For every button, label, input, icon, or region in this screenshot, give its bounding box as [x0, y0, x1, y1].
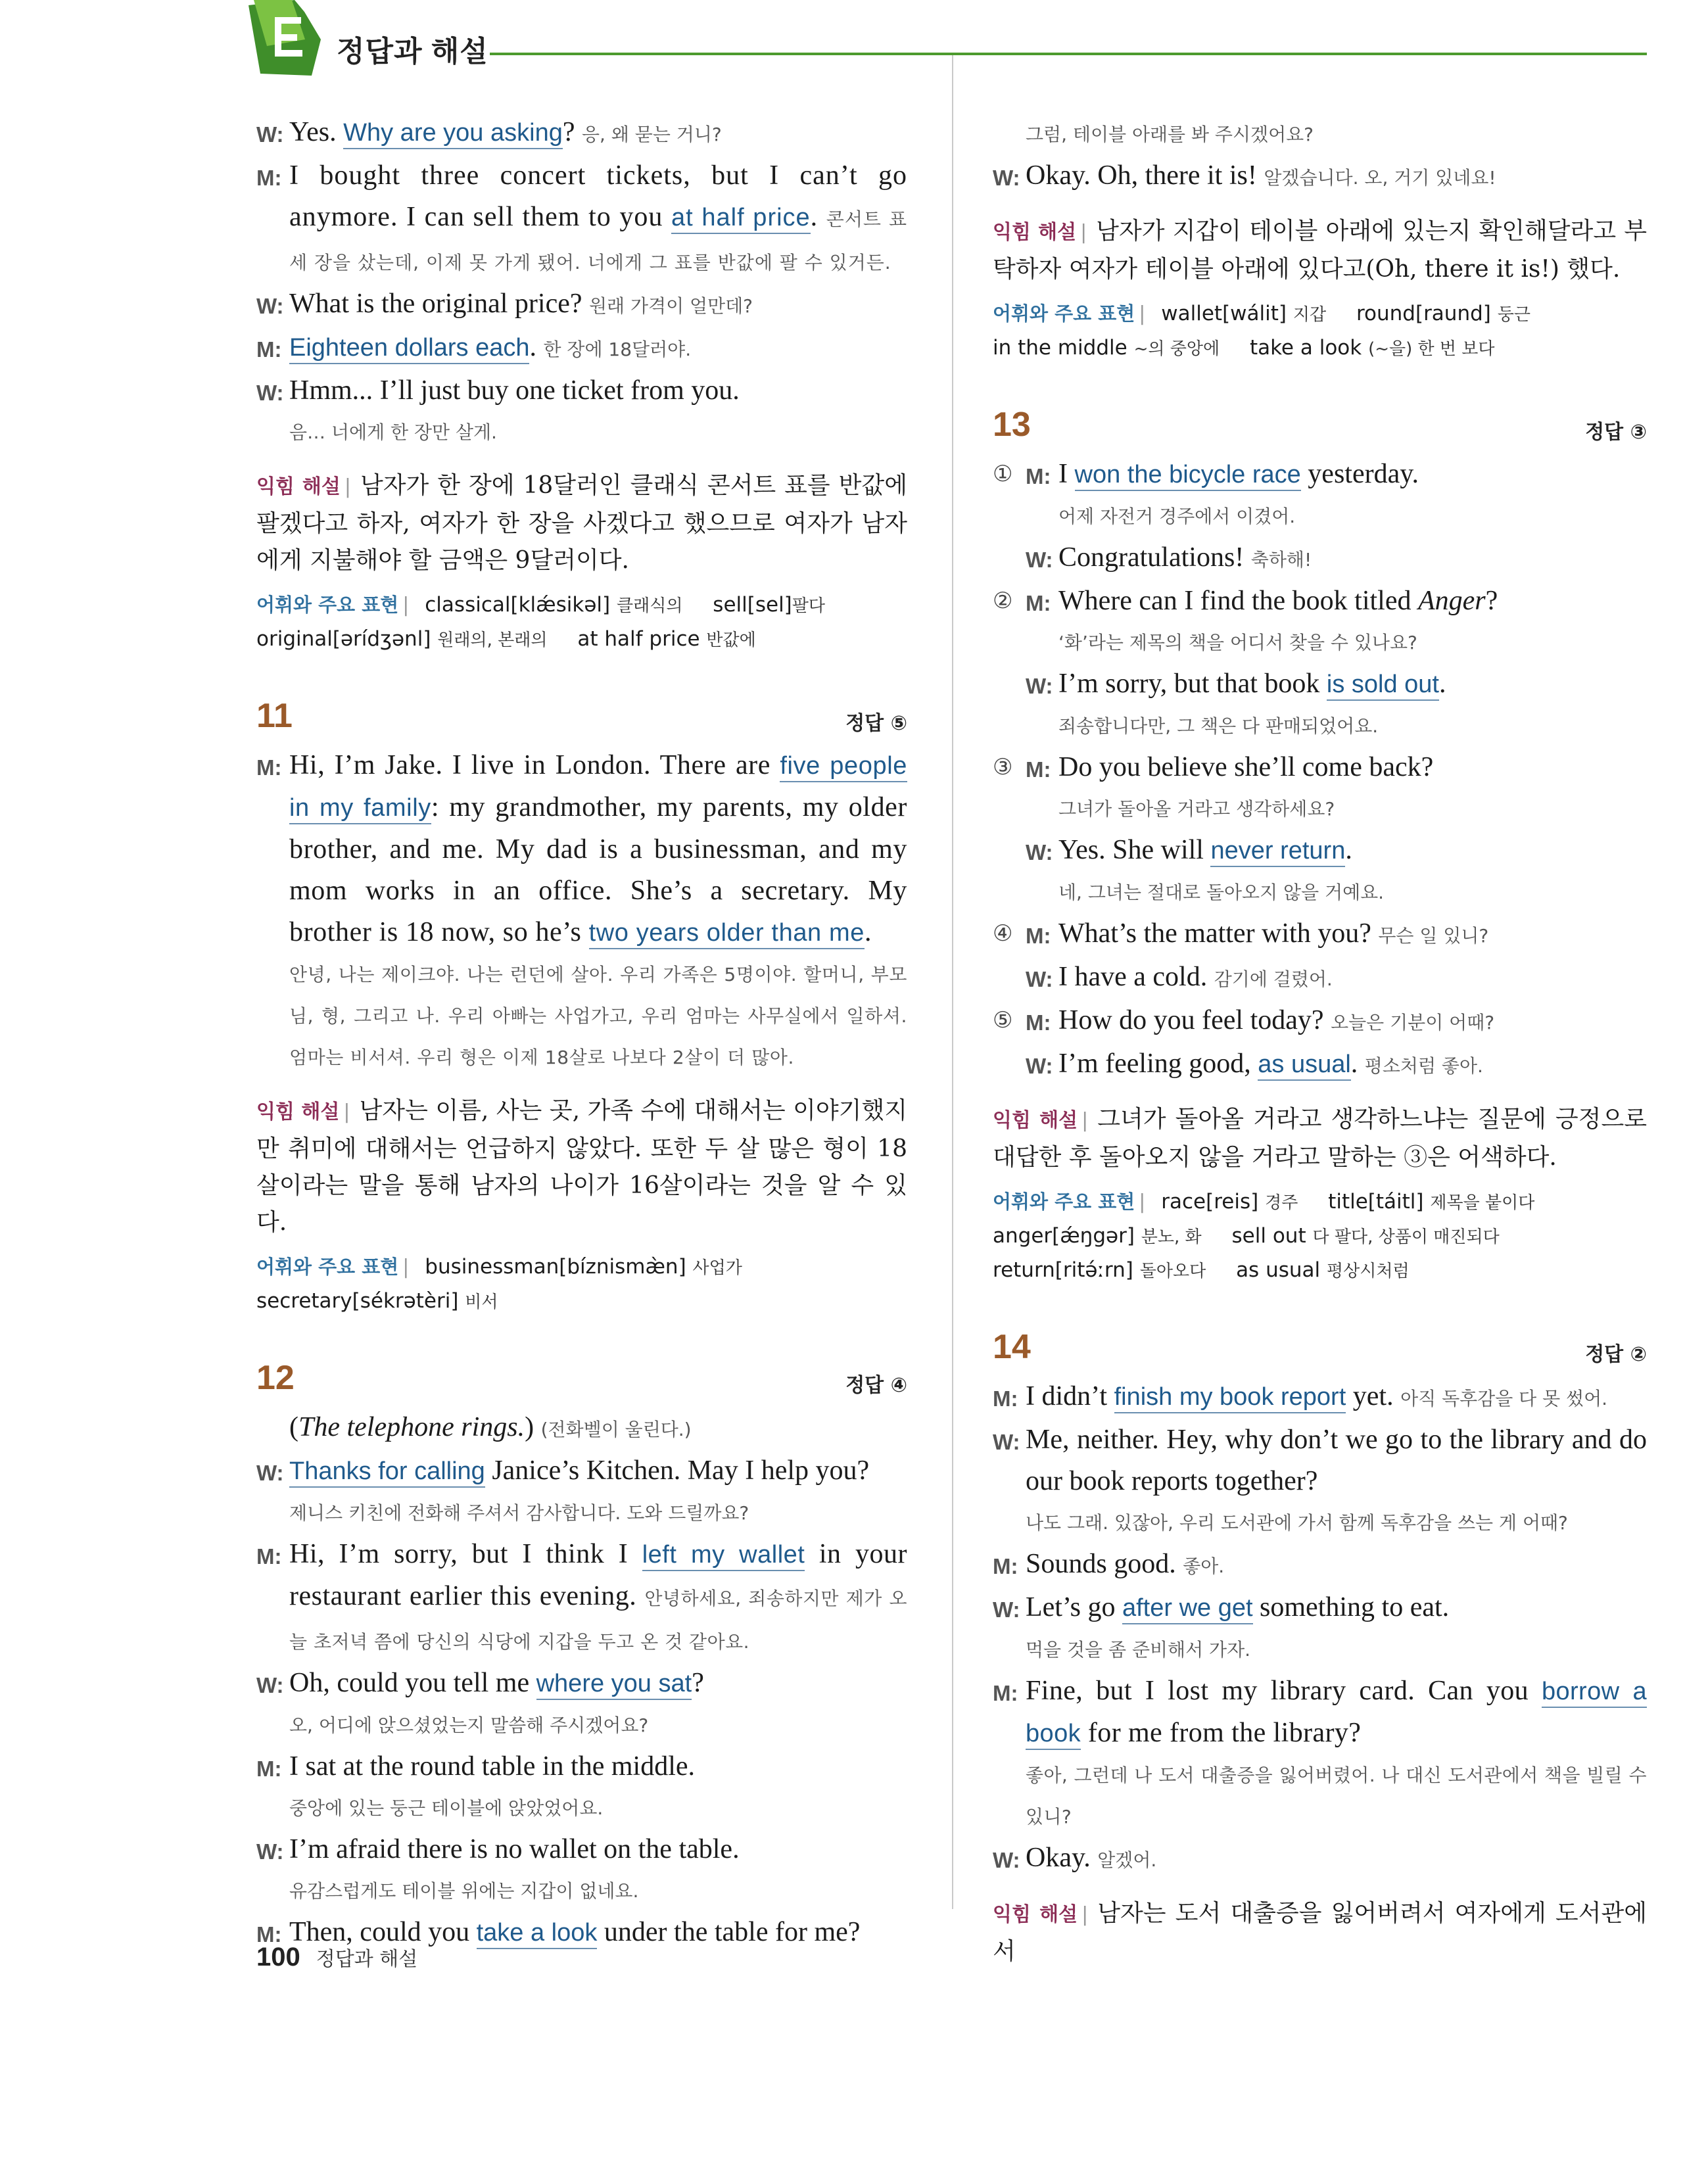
dialogue-line: [256, 327, 907, 370]
speaker-label: W:: [1026, 1054, 1053, 1078]
left-column: [256, 112, 907, 1954]
vocab-meaning: 분노, 화: [1141, 1227, 1202, 1247]
speaker-label: M:: [256, 755, 282, 780]
korean-translation: 한 장에 18달러야.: [543, 339, 692, 360]
vocab-meaning: (~을) 한 번 보다: [1368, 339, 1495, 359]
line-text: .: [810, 202, 826, 232]
option-line: [993, 1000, 1647, 1043]
vocab-label: 어휘와 주요 표현: [256, 594, 399, 616]
korean-translation: 평소처럼 좋아.: [1364, 1055, 1483, 1077]
line-text: ?: [692, 1668, 704, 1698]
vocab-label: 어휘와 주요 표현: [993, 302, 1135, 325]
vocab-meaning: 평상시처럼: [1326, 1262, 1410, 1281]
vocab-pron: [raund]: [1415, 302, 1491, 325]
speaker-label: M:: [256, 1922, 282, 1947]
line-text: .: [1345, 835, 1352, 865]
vocab-word: wallet: [1161, 302, 1223, 325]
line-text: Me, neither. Hey, why don’t we go to the library and do our book reports together?: [1026, 1425, 1647, 1496]
key-phrase: after we get: [1122, 1594, 1253, 1624]
line-text: What is the original price?: [289, 289, 589, 319]
explanation-label: 익힘 해설: [993, 1109, 1078, 1132]
vocab-pron: [klǽsikəl]: [510, 593, 611, 617]
korean-translation: 알겠어.: [1097, 1849, 1157, 1871]
vocab-meaning: 비서: [465, 1292, 498, 1312]
korean-translation: 그럼, 테이블 아래를 봐 주시겠어요?: [1026, 124, 1314, 145]
vocab-word: round: [1356, 302, 1415, 325]
option-number: ①: [993, 461, 1013, 487]
vocab-word: take a look: [1249, 336, 1362, 360]
key-phrase: is sold out: [1327, 671, 1439, 701]
dialogue-line: [256, 370, 907, 453]
option-line: [993, 663, 1647, 747]
key-phrase: won the bicycle race: [1075, 461, 1301, 491]
speaker-label: W:: [993, 166, 1020, 190]
option-number: ⑤: [993, 1007, 1013, 1033]
korean-translation: 그녀가 돌아올 거라고 생각하세요?: [1058, 798, 1335, 820]
explanation-text: 남자가 지갑이 테이블 아래에 있는지 확인해달라고 부탁하자 여자가 테이블 아래에 있다고(Oh, there it is!) 했다.: [993, 218, 1648, 283]
key-phrase: Eighteen dollars each: [289, 334, 529, 364]
speaker-label: W:: [1026, 840, 1053, 864]
korean-translation: 중앙에 있는 둥근 테이블에 앉았었어요.: [289, 1797, 604, 1819]
answer-label: 정답 ②: [1585, 1343, 1647, 1366]
vocab-meaning: 지갑: [1293, 305, 1327, 325]
vocab-meaning: 사업가: [692, 1258, 742, 1278]
question-header: [993, 1327, 1647, 1367]
speaker-label: W:: [993, 1430, 1020, 1454]
dialogue-continuation: [993, 112, 1647, 155]
dialogue-line: [256, 1663, 907, 1746]
korean-translation: 원래 가격이 얼만데?: [589, 295, 753, 317]
option-line: [993, 580, 1647, 663]
vocab-word: anger: [993, 1224, 1053, 1248]
line-text: Okay. Oh, there it is!: [1026, 160, 1264, 191]
line-text: ?: [562, 117, 582, 147]
explanation: 익힘 해설 | 남자가 한 장에 18달러인 클래식 콘서트 표를 반값에 팔겠다고 하자, 여자가 한 장을 사겠다고 했으므로 여자가 남자에게 지불해야 할 금액은 9달러이다.: [256, 472, 907, 574]
question-number: 13: [993, 406, 1031, 444]
vocab-pron: [ǽŋgər]: [1052, 1224, 1135, 1248]
line-text: Congratulations!: [1058, 542, 1251, 573]
speaker-label: W:: [1026, 548, 1053, 572]
vocab-word: classical: [425, 593, 511, 617]
vocab-meaning: 클래식의: [616, 596, 683, 616]
explanation-text: 그녀가 돌아올 거라고 생각하느냐는 질문에 긍정으로 대답한 후 돌아오지 않을 거라고 말하는 ③은 어색하다.: [993, 1106, 1647, 1171]
dialogue-line: [256, 745, 907, 1078]
dialogue-line: [256, 1746, 907, 1829]
line-text: I’m sorry, but that book: [1058, 669, 1327, 699]
line-text: Yes. She will: [1058, 835, 1211, 865]
line-text: Okay.: [1026, 1843, 1098, 1873]
explanation-text: 남자가 한 장에 18달러인 클래식 콘서트 표를 반값에 팔겠다고 하자, 여자가 한 장을 사겠다고 했으므로 여자가 남자에게 지불해야 할 금액은 9달러이다.: [256, 472, 907, 574]
korean-translation: 네, 그녀는 절대로 돌아오지 않을 거예요.: [1058, 882, 1385, 903]
key-phrase: Why are you asking: [343, 119, 563, 149]
korean-translation: 유감스럽게도 테이블 위에는 지갑이 없네요.: [289, 1880, 639, 1902]
explanation-text: 남자는 이름, 사는 곳, 가족 수에 대해서는 이야기했지만 취미에 대해서는 언급하지 않았다. 또한 두 살 많은 형이 18살이라는 말을 통해 남자의 나이가 16살이라는 것을 알 수 있다.: [256, 1097, 907, 1236]
speaker-label: M:: [256, 1757, 282, 1781]
line-text: Hmm... I’ll just buy one ticket from you.: [289, 375, 740, 406]
korean-translation: 먹을 것을 좀 준비해서 가자.: [1026, 1639, 1251, 1661]
speaker-label: M:: [256, 337, 282, 362]
line-text: .: [1350, 1049, 1365, 1079]
line-text: Oh, could you tell me: [289, 1668, 536, 1698]
option-line: [993, 913, 1647, 957]
vocab-word: sell: [713, 593, 747, 617]
answer-label: 정답 ④: [845, 1374, 907, 1397]
korean-translation: 무슨 일 있니?: [1378, 925, 1489, 947]
line-text: I have a cold.: [1058, 962, 1214, 992]
vocab-meaning: 다 팔다, 상품이 매진되다: [1312, 1227, 1500, 1247]
korean-translation: 죄송합니다만, 그 책은 다 판매되었어요.: [1058, 715, 1379, 737]
header-rule: [490, 53, 1647, 55]
option-line: [993, 454, 1647, 537]
key-phrase: never return: [1210, 837, 1345, 867]
page-title: 정답과 해설: [337, 35, 488, 68]
line-text: I bought three concert tickets, but I can’t go anymore. I can sell them to you: [289, 160, 907, 232]
korean-translation: 축하해!: [1250, 549, 1312, 571]
key-phrase: take a look: [477, 1919, 598, 1949]
vocabulary: 어휘와 주요 표현 | race[reis] 경주 title[táitl] 제목을 붙이다 anger[ǽŋgər] 분노, 화 sell out 다 팔다, 상품이 매진되다 return[ritə́ːrn] 돌아오다 as usual 평상시처럼: [993, 1190, 1535, 1282]
vocab-label: 어휘와 주요 표현: [256, 1256, 399, 1278]
question-header: [256, 696, 907, 736]
korean-translation: 오, 어디에 앉으셨었는지 말씀해 주시겠어요?: [289, 1714, 649, 1736]
speaker-label: W:: [256, 1461, 284, 1485]
line-text: Do you believe she’ll come back?: [1058, 752, 1434, 782]
dialogue-line: [256, 1534, 907, 1663]
explanation-label: 익힘 해설: [993, 1903, 1078, 1926]
vocab-pron: [táitl]: [1367, 1190, 1424, 1214]
option-number: ③: [993, 754, 1013, 780]
vocabulary: 어휘와 주요 표현 | businessman[bíznismæ̀n] 사업가 secretary[sékrətèri] 비서: [256, 1255, 742, 1313]
key-phrase: Thanks for calling: [289, 1457, 485, 1488]
footer-label: 정답과 해설: [316, 1948, 418, 1971]
speaker-label: W:: [256, 122, 284, 147]
vocab-meaning: 제목을 붙이다: [1430, 1193, 1535, 1213]
vocab-word: original: [256, 627, 333, 651]
column-divider: [952, 55, 953, 1909]
korean-translation: 좋아, 그런데 나 도서 대출증을 잃어버렸어. 나 대신 도서관에서 책을 빌릴 수 있니?: [1026, 1764, 1647, 1828]
key-phrase: as usual: [1258, 1051, 1351, 1081]
page-header: [0, 0, 1708, 85]
key-phrase: where you sat: [536, 1670, 692, 1700]
vocab-pron: [bíznismæ̀n]: [559, 1255, 686, 1279]
option-number: ④: [993, 920, 1013, 947]
vocab-word: secretary: [256, 1289, 352, 1313]
speaker-label: M:: [1026, 757, 1051, 782]
line-text: ?: [1485, 586, 1498, 616]
line-text: Let’s go: [1026, 1592, 1122, 1622]
line-text: Sounds good.: [1026, 1549, 1183, 1579]
stage-direction: [256, 1407, 907, 1450]
dialogue-line: [256, 112, 907, 155]
line-text: yet.: [1346, 1381, 1401, 1411]
dialogue-line: [256, 283, 907, 327]
vocab-word: as usual: [1236, 1258, 1321, 1282]
chapter-logo-icon: [249, 0, 321, 76]
vocab-pron: [reis]: [1206, 1190, 1259, 1214]
korean-translation: 좋아.: [1183, 1555, 1225, 1577]
speaker-label: W:: [256, 381, 284, 405]
speaker-label: W:: [993, 1848, 1020, 1872]
vocab-pron: [wálit]: [1222, 302, 1287, 325]
speaker-label: W:: [1026, 967, 1053, 991]
dialogue-line: [993, 1376, 1647, 1419]
answer-label: 정답 ③: [1585, 421, 1647, 444]
question-number: 14: [993, 1328, 1031, 1366]
explanation-text: 남자는 도서 대출증을 잃어버려서 여자에게 도서관에서: [993, 1900, 1647, 1965]
speaker-label: M:: [1026, 464, 1051, 488]
question-number: 11: [256, 697, 293, 735]
dialogue-line: [993, 155, 1647, 199]
dialogue-line: [256, 1829, 907, 1912]
paren: ): [525, 1412, 541, 1442]
korean-translation: ‘화’라는 제목의 책을 어디서 찾을 수 있나요?: [1058, 632, 1417, 653]
key-phrase: left my wallet: [642, 1541, 805, 1571]
line-text: under the table for me?: [597, 1917, 861, 1947]
line-text: yesterday.: [1300, 459, 1419, 489]
vocab-label: 어휘와 주요 표현: [993, 1191, 1135, 1213]
book-title: Anger: [1417, 586, 1486, 616]
key-phrase: at half price: [671, 204, 811, 234]
korean-translation: 아직 독후감을 다 못 썼어.: [1400, 1388, 1608, 1409]
key-phrase: five people in my family: [289, 752, 907, 824]
option-line: [993, 1043, 1647, 1087]
dialogue-line: [993, 1670, 1647, 1837]
vocab-pron: [sel]: [747, 593, 792, 617]
speaker-label: W:: [256, 1673, 284, 1697]
explanation-label: 익힘 해설: [993, 221, 1077, 244]
vocabulary: 어휘와 주요 표현 | classical[klǽsikəl] 클래식의 sell[sel]팔다 original[ərídʒənl] 원래의, 본래의 at half price 반값에: [256, 593, 826, 651]
page-footer: [256, 1943, 417, 1972]
vocab-pron: [ritə́ːrn]: [1055, 1258, 1133, 1282]
key-phrase: borrow a book: [1026, 1678, 1647, 1750]
vocab-word: sell out: [1231, 1224, 1306, 1248]
line-text: Fine, but I lost my library card. Can you: [1026, 1676, 1542, 1706]
explanation: 익힘 해설 | 남자가 지갑이 테이블 아래에 있는지 확인해달라고 부탁하자 여자가 테이블 아래에 있다고(Oh, there it is!) 했다.: [993, 218, 1648, 283]
line-text: Janice’s Kitchen. May I help you?: [485, 1455, 870, 1486]
speaker-label: M:: [993, 1554, 1018, 1578]
vocab-meaning: 반값에: [706, 630, 756, 650]
speaker-label: M:: [1026, 924, 1051, 948]
speaker-label: M:: [256, 166, 282, 190]
explanation-label: 익힘 해설: [256, 475, 341, 498]
line-text: I’m afraid there is no wallet on the table.: [289, 1834, 740, 1864]
question-header: [993, 405, 1647, 444]
option-line: [993, 747, 1647, 830]
vocabulary: 어휘와 주요 표현 | wallet[wálit] 지갑 round[raund] 둥근 in the middle ~의 중앙에 take a look (~을) 한 번 보다: [993, 302, 1530, 360]
explanation: 익힘 해설 | 남자는 이름, 사는 곳, 가족 수에 대해서는 이야기했지만 취미에 대해서는 언급하지 않았다. 또한 두 살 많은 형이 18살이라는 말을 통해 남자의 나이가 16살이라는 것을 알 수 있다.: [256, 1097, 907, 1236]
key-phrase: two years older than me: [589, 919, 865, 949]
explanation: 익힘 해설 | 남자는 도서 대출증을 잃어버려서 여자에게 도서관에서: [993, 1900, 1647, 1965]
dialogue-line: [993, 1837, 1647, 1881]
vocab-meaning: ~의 중앙에: [1133, 339, 1220, 359]
line-text: Hi, I’m Jake. I live in London. There are: [289, 750, 780, 780]
vocab-word: at half price: [577, 627, 700, 651]
option-line: [993, 537, 1647, 580]
vocab-meaning: 둥근: [1497, 305, 1530, 325]
line-text: something to eat.: [1252, 1592, 1450, 1622]
dialogue-line: [256, 1450, 907, 1534]
dialogue-line: [993, 1587, 1647, 1670]
line-text: : my grandmother, my parents, my older brother, and me. My dad is a businessman, and my mom works in an office. She’s a secretary. My brother is 18 now, so he’s: [289, 792, 907, 947]
line-text: I: [1058, 459, 1075, 489]
dialogue-line: [993, 1419, 1647, 1544]
korean-translation: 음… 너에게 한 장만 살게.: [289, 421, 497, 443]
line-text: Yes.: [289, 117, 344, 147]
vocab-meaning: 팔다: [792, 596, 826, 616]
korean-translation: 어제 자전거 경주에서 이겼어.: [1058, 506, 1296, 527]
dialogue-line: [256, 155, 907, 283]
speaker-label: M:: [1026, 1010, 1051, 1035]
korean-translation: (전화벨이 울린다.): [540, 1419, 692, 1440]
korean-translation: 감기에 걸렸어.: [1214, 968, 1333, 990]
line-text: in your restaurant earlier this evening.: [289, 1539, 907, 1611]
vocab-meaning: 경주: [1265, 1193, 1298, 1213]
option-number: ②: [993, 588, 1013, 614]
line-text: .: [529, 332, 544, 362]
speaker-label: M:: [993, 1681, 1018, 1705]
question-number: 12: [256, 1359, 295, 1397]
stage-text: The telephone rings.: [298, 1412, 525, 1442]
line-text: for me from the library?: [1081, 1718, 1362, 1748]
vocab-pron: [ərídʒənl]: [332, 627, 431, 651]
speaker-label: M:: [1026, 591, 1051, 615]
line-text: I’m feeling good,: [1058, 1049, 1258, 1079]
korean-translation: 응, 왜 묻는 거니?: [582, 124, 722, 145]
line-text: I didn’t: [1026, 1381, 1114, 1411]
vocab-meaning: 원래의, 본래의: [437, 630, 548, 650]
korean-translation: 오늘은 기분이 어때?: [1331, 1012, 1495, 1033]
key-phrase: finish my book report: [1114, 1383, 1346, 1413]
korean-translation: 제니스 키친에 전화해 주셔서 감사합니다. 도와 드릴까요?: [289, 1502, 749, 1524]
vocab-word: title: [1328, 1190, 1368, 1214]
question-header: [256, 1358, 907, 1398]
dialogue-line: [993, 1544, 1647, 1587]
explanation-label: 익힘 해설: [256, 1100, 340, 1123]
korean-translation: 콘서트 표 세 장을 샀는데, 이제 못 가게 됐어. 너에게 그 표를 반값에 팔 수 있거든.: [289, 208, 908, 273]
paren: (: [289, 1412, 298, 1442]
line-text: Hi, I’m sorry, but I think I: [289, 1539, 642, 1569]
right-column: [993, 112, 1647, 1970]
line-text: I sat at the round table in the middle.: [289, 1751, 695, 1782]
speaker-label: W:: [993, 1597, 1020, 1622]
vocab-word: return: [993, 1258, 1055, 1282]
korean-translation: 나도 그래. 있잖아, 우리 도서관에 가서 함께 독후감을 쓰는 게 어때?: [1026, 1512, 1568, 1534]
vocab-pron: [sékrətèri]: [352, 1289, 459, 1313]
option-line: [993, 957, 1647, 1000]
korean-translation: 안녕하세요, 죄송하지만 제가 오늘 초저녁 쯤에 당신의 식당에 지갑을 두고 온 것 같아요.: [289, 1588, 908, 1653]
speaker-label: W:: [256, 1839, 284, 1864]
vocab-word: in the middle: [993, 336, 1127, 360]
speaker-label: M:: [993, 1386, 1018, 1411]
line-text: What’s the matter with you?: [1058, 918, 1379, 949]
speaker-label: M:: [256, 1544, 282, 1569]
vocab-meaning: 돌아오다: [1139, 1262, 1206, 1281]
vocab-word: businessman: [425, 1255, 559, 1279]
korean-translation: 알겠습니다. 오, 거기 있네요!: [1264, 167, 1496, 189]
option-line: [993, 830, 1647, 913]
page-number: 100: [256, 1943, 300, 1972]
line-text: .: [864, 917, 872, 947]
speaker-label: W:: [256, 294, 284, 318]
explanation: 익힘 해설 | 그녀가 돌아올 거라고 생각하느냐는 질문에 긍정으로 대답한 후 돌아오지 않을 거라고 말하는 ③은 어색하다.: [993, 1106, 1647, 1171]
speaker-label: W:: [1026, 674, 1053, 698]
answer-label: 정답 ⑤: [845, 712, 907, 735]
korean-translation: 안녕, 나는 제이크야. 나는 런던에 살아. 우리 가족은 5명이야. 할머니, 부모님, 형, 그리고 나. 우리 아빠는 사업가고, 우리 엄마는 사무실에서 일하셔. 엄마는 비서셔. 우리 형은 이제 18살로 나보다 2살이 더 많아.: [289, 964, 907, 1068]
line-text: Then, could you: [289, 1917, 477, 1947]
vocab-word: race: [1161, 1190, 1206, 1214]
line-text: .: [1438, 669, 1446, 699]
line-text: How do you feel today?: [1058, 1005, 1331, 1035]
line-text: Where can I find the book titled: [1058, 586, 1418, 616]
